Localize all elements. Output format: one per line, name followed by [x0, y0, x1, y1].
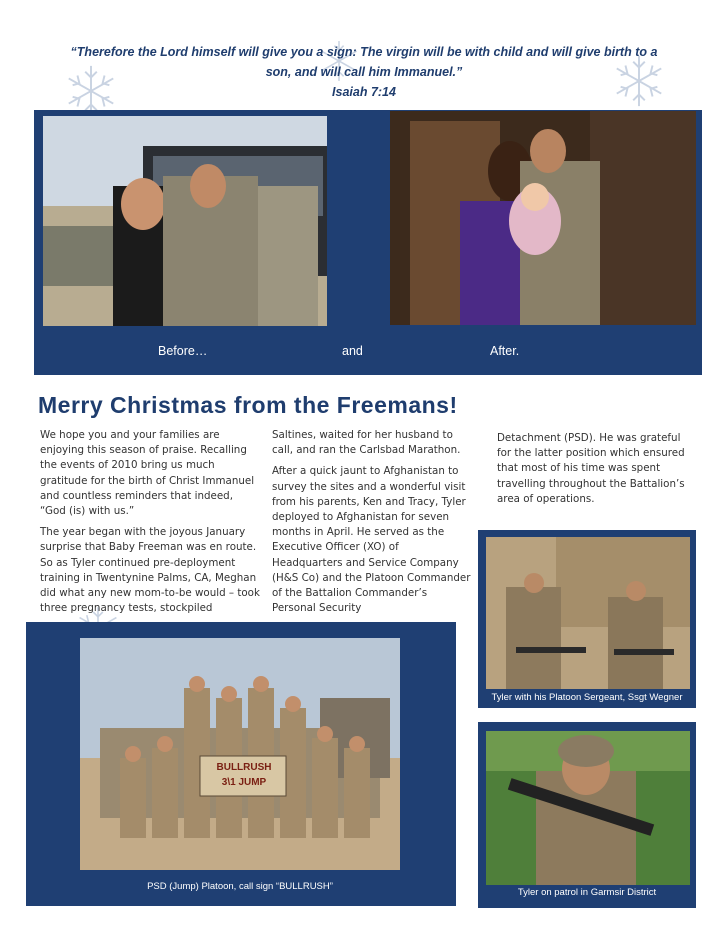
before-photo — [43, 116, 327, 326]
scripture-quote — [40, 42, 688, 102]
sergeant-photo-caption: Tyler with his Platoon Sergeant, Ssgt Wegner — [491, 692, 683, 703]
caption-after: After. — [490, 344, 520, 358]
top-panel-captions — [34, 344, 692, 364]
sergeant-photo — [486, 537, 690, 689]
text-column-3 — [497, 431, 693, 513]
column1-paragraph-1: We hope you and your families are enjoying this season of praise. Recalling the events of 2010 bring us much gratitude for the birth of Christ Immanuel and countless reminders that indeed, “God (is) with us.” — [40, 429, 255, 518]
text-column-2 — [272, 428, 472, 622]
quote-line-1: “Therefore the Lord himself will give you a sign: The virgin will be with child and will give birth to a — [70, 45, 658, 59]
patrol-photo-caption: Tyler on patrol in Garmsir District — [517, 887, 657, 898]
after-photo — [390, 111, 696, 325]
column3-paragraph-1: Detachment (PSD). He was grateful for the latter position which ensured that most of his time was spent travelling throughout the Battalion’s area of operations. — [497, 432, 685, 505]
sign-line-2: 3\1 JUMP — [221, 777, 267, 788]
bullrush-sign — [206, 760, 282, 794]
headline: Merry Christmas from the Freemans! — [38, 392, 458, 418]
column1-paragraph-2: The year began with the joyous January surprise that Baby Freeman was en route. So as Tyler continued pre-deployment training in Twentynine Palms, CA, Meghan did what any new mom-to-be would – took three pregnancy tests, stockpiled — [40, 526, 260, 615]
text-column-1 — [40, 428, 262, 622]
column2-paragraph-2: After a quick jaunt to Afghanistan to survey the sites and a wonderful visit from his parents, Ken and Tracy, Tyler deployed to Afghanistan for seven months in April. He served as the Executive Officer (XO) of Headquarters and Service Company (H&S Co) and the Platoon Commander of the Battalion Commander’s Personal Security — [272, 465, 471, 615]
quote-reference: Isaiah 7:14 — [332, 85, 396, 99]
platoon-photo-caption: PSD (Jump) Platoon, call sign “BULLRUSH” — [147, 881, 333, 892]
caption-and: and — [342, 344, 363, 358]
caption-before: Before… — [158, 344, 208, 358]
patrol-photo — [486, 731, 690, 885]
column2-paragraph-1: Saltines, waited for her husband to call, and ran the Carlsbad Marathon. — [272, 429, 461, 457]
platoon-photo — [80, 638, 400, 870]
sign-line-1: BULLRUSH — [216, 762, 272, 773]
quote-line-2: son, and will call him Immanuel.” — [265, 65, 463, 79]
